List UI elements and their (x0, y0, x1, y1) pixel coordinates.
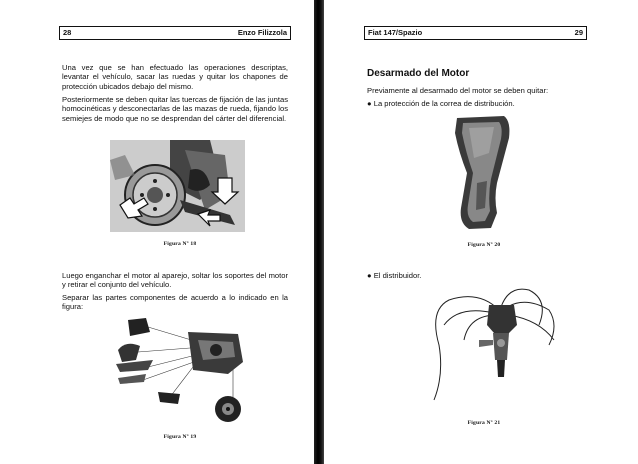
left-paragraph-3: Luego enganchar el motor al aparejo, soltar los soportes del motor y retirar el conjunto del vehículo. (62, 271, 288, 290)
left-header-title: Enzo Filizzola (237, 28, 287, 37)
bullet-item-1 (367, 99, 515, 108)
left-paragraph-1: Una vez que se han efectuado las operaciones descriptas, levantar el vehículo, sacar las ruedas y quitar los chapones de protección ubicados debajo del mismo. (62, 63, 288, 91)
right-page-header (364, 26, 587, 40)
left-paragraph-4: Separar las partes componentes de acuerdo a lo indicado en la figura: (62, 293, 288, 312)
left-page-number: 28 (63, 28, 72, 37)
figure-18-image (110, 140, 245, 232)
bullet-2-text: El distribuidor. (373, 271, 422, 280)
bullet-dot-icon: ● (367, 271, 372, 280)
bullet-dot-icon: ● (367, 99, 372, 108)
left-paragraph-2: Posteriormente se deben quitar las tuercas de fijación de las juntas homocinéticas y desconectarlas de las mazas de rueda, fijando los semiejes de modo que no se desprendan del cárter del diferencial. (62, 95, 288, 123)
figure-20-image (449, 113, 524, 233)
left-page-header (59, 26, 291, 40)
figure-19-image (108, 312, 248, 427)
figure-21-caption: Figura Nº 21 (467, 420, 501, 426)
bullet-1-text: La protección de la correa de distribución. (373, 99, 515, 108)
figure-18-caption: Figura Nº 18 (163, 241, 197, 247)
section-title: Desarmado del Motor (367, 68, 470, 79)
left-page (0, 0, 316, 464)
section-intro: Previamente al desarmado del motor se deben quitar: (367, 86, 549, 95)
right-page (324, 0, 638, 464)
book-spine (314, 0, 324, 464)
figure-19-caption: Figura Nº 19 (163, 434, 197, 440)
right-page-number: 29 (574, 28, 583, 37)
figure-21-image (409, 285, 569, 405)
right-header-title: Fiat 147/Spazio (368, 28, 423, 37)
bullet-item-2 (367, 271, 421, 280)
figure-20-caption: Figura Nº 20 (467, 242, 501, 248)
